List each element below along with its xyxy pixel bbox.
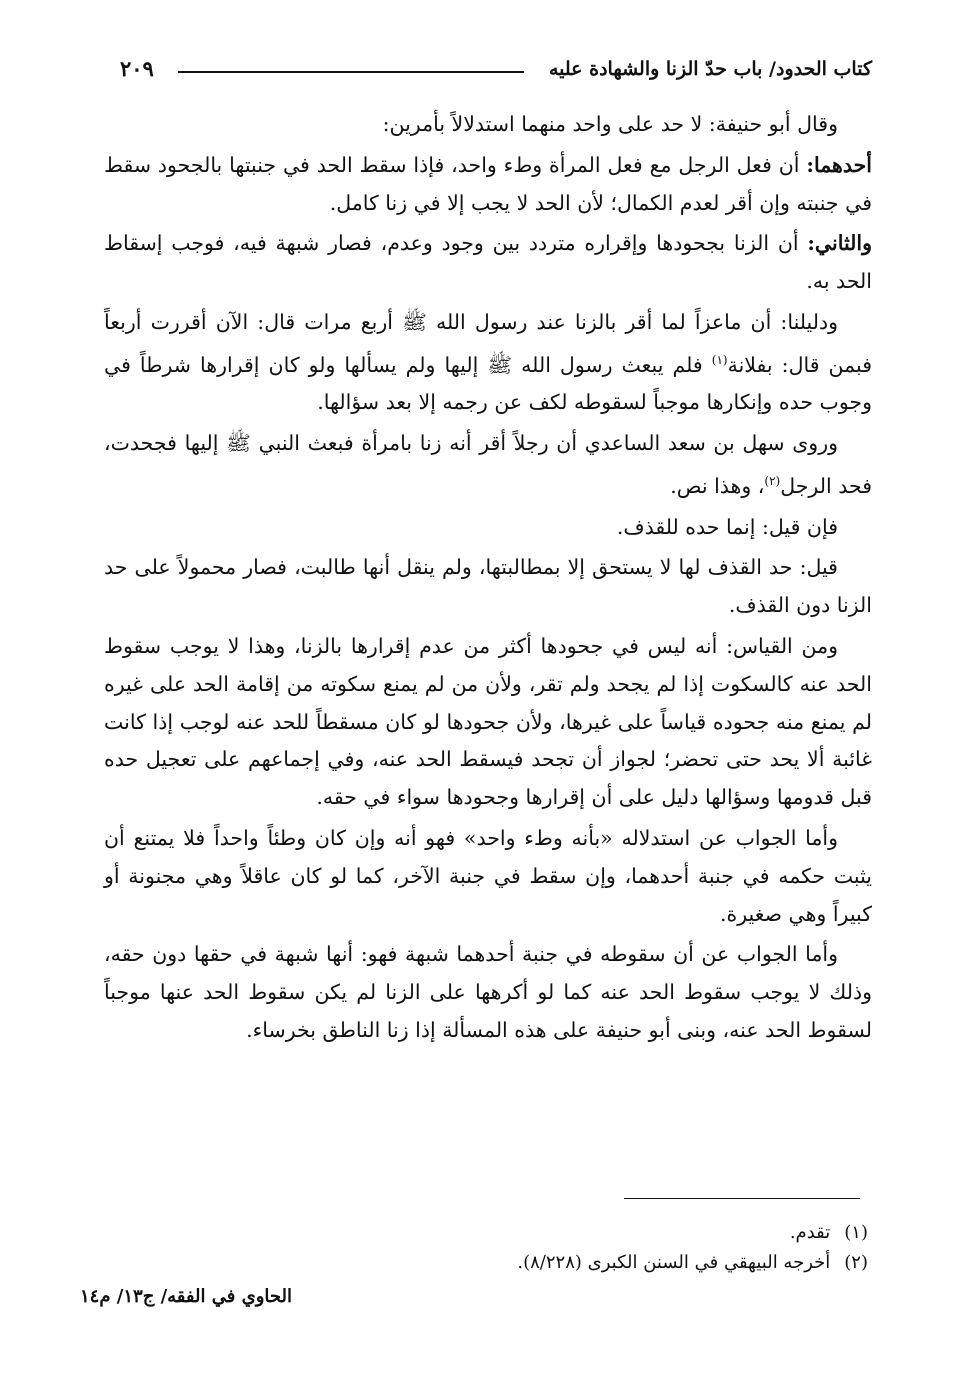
footnote-ref: (٢) <box>764 474 781 488</box>
footnote-number: (٢) <box>844 1252 868 1273</box>
paragraph: والثاني: أن الزنا بجحودها وإقراره متردد بين وجود وعدم، فصار شبهة فيه، فوجب إسقاط الحد به. <box>104 231 872 294</box>
footnote-ref: (١) <box>711 352 728 367</box>
footnote-text: تقدم. <box>789 1222 831 1243</box>
paragraph: وروى سهل بن سعد الساعدي أن رجلاً أقر أنه زنا بامرأة فبعث النبي ﷺ إليها فجحدت، فحد الرجل$^{(٢)}$، وهذا نص. <box>104 431 872 498</box>
footnote <box>300 1248 868 1278</box>
paragraph: أحدهما: أن فعل الرجل مع فعل المرأة وطء واحد، فإذا سقط الحد في جنبتها بالجحود سقط في جنبته وإن أقر لعدم الكمال؛ لأن الحد لا يجب إلا في زنا كامل. <box>104 152 872 215</box>
paragraph: ومن القياس: أنه ليس في جحودها أكثر من عدم إقرارها بالزنا، وهذا لا يوجب سقوط الحد عنه كالسكوت إذا لم يجحد ولم تقر، ولأن من لم يمنع سكوته من إقامة الحد على غيره لم يمنع منه جحوده قياساً على غيرها، ولأن جحودها لو كان مسقطاً للحد عنه لوجب إذا كانت غائبة ألا يحد حتى تحضر؛ لجواز أن تجحد فيسقط الحد عنه، وفي إجماعهم على تعجيل حده قبل قدومها وسؤالها دليل على أن إقرارها وجحودها سواء في حقه. <box>104 634 872 810</box>
paragraph-lead: والثاني: <box>807 231 872 256</box>
page-number: ٢٠٩ <box>120 56 154 81</box>
chapter-title: كتاب الحدود/ باب حدّ الزنا والشهادة عليه <box>548 58 872 80</box>
paragraph: قيل: حد القذف لها لا يستحق إلا بمطالبتها، ولم ينقل أنها طالبت، فصار محمولاً على حد الزنا دون القذف. <box>104 555 872 618</box>
footnote <box>300 1218 868 1248</box>
footnote-text: أخرجه البيهقي في السنن الكبرى (٨/٢٢٨). <box>517 1252 831 1273</box>
footnotes <box>300 1218 868 1278</box>
footnote-number: (١) <box>844 1222 868 1243</box>
paragraph-lead: أحدهما: <box>806 152 872 177</box>
header-rule <box>178 71 524 73</box>
paragraph: وأما الجواب عن أن سقوطه في جنبة أحدهما شبهة فهو: أنها شبهة في حقها دون حقه، وذلك لا يوجب سقوط الحد عنه كما لو أكرهها على الزنا لم يكن سقوط الحد عنها موجباً لسقوط الحد عنه، وبنى أبو حنيفة على هذه المسألة إذا زنا الناطق بخرساء. <box>104 942 872 1042</box>
running-header <box>120 56 872 90</box>
footnote-separator <box>624 1198 860 1199</box>
paragraph: وقال أبو حنيفة: لا حد على واحد منهما استدلالاً بأمرين: <box>382 112 838 136</box>
volume-signature: الحاوي في الفقه/ ج١٣/ م١٤ <box>80 1286 293 1307</box>
paragraph: وأما الجواب عن استدلاله «بأنه وطء واحد» فهو أنه وإن كان وطئاً واحداً فلا يمتنع أن يثبت حكمه في جنبة أحدهما، وإن سقط في جنبة الآخر، كما لو كان عاقلاً وهي مجنونة أو كبيراً وهي صغيرة. <box>104 826 872 926</box>
paragraph: فإن قيل: إنما حده للقذف. <box>616 514 838 539</box>
paragraph: ودليلنا: أن ماعزاً لما أقر بالزنا عند رسول الله ﷺ أربع مرات قال: الآن أقررت أربعاً فبمن قال: بفلانة$^{(١)}$ فلم يبعث رسول الله ﷺ إليها ولم يسألها ولو كان إقرارها شرطاً في وجوب حده وإنكارها موجباً لسقوطه لكف عن رجمه إلا بعد سؤالها. <box>104 309 872 415</box>
main-text <box>104 106 872 1053</box>
